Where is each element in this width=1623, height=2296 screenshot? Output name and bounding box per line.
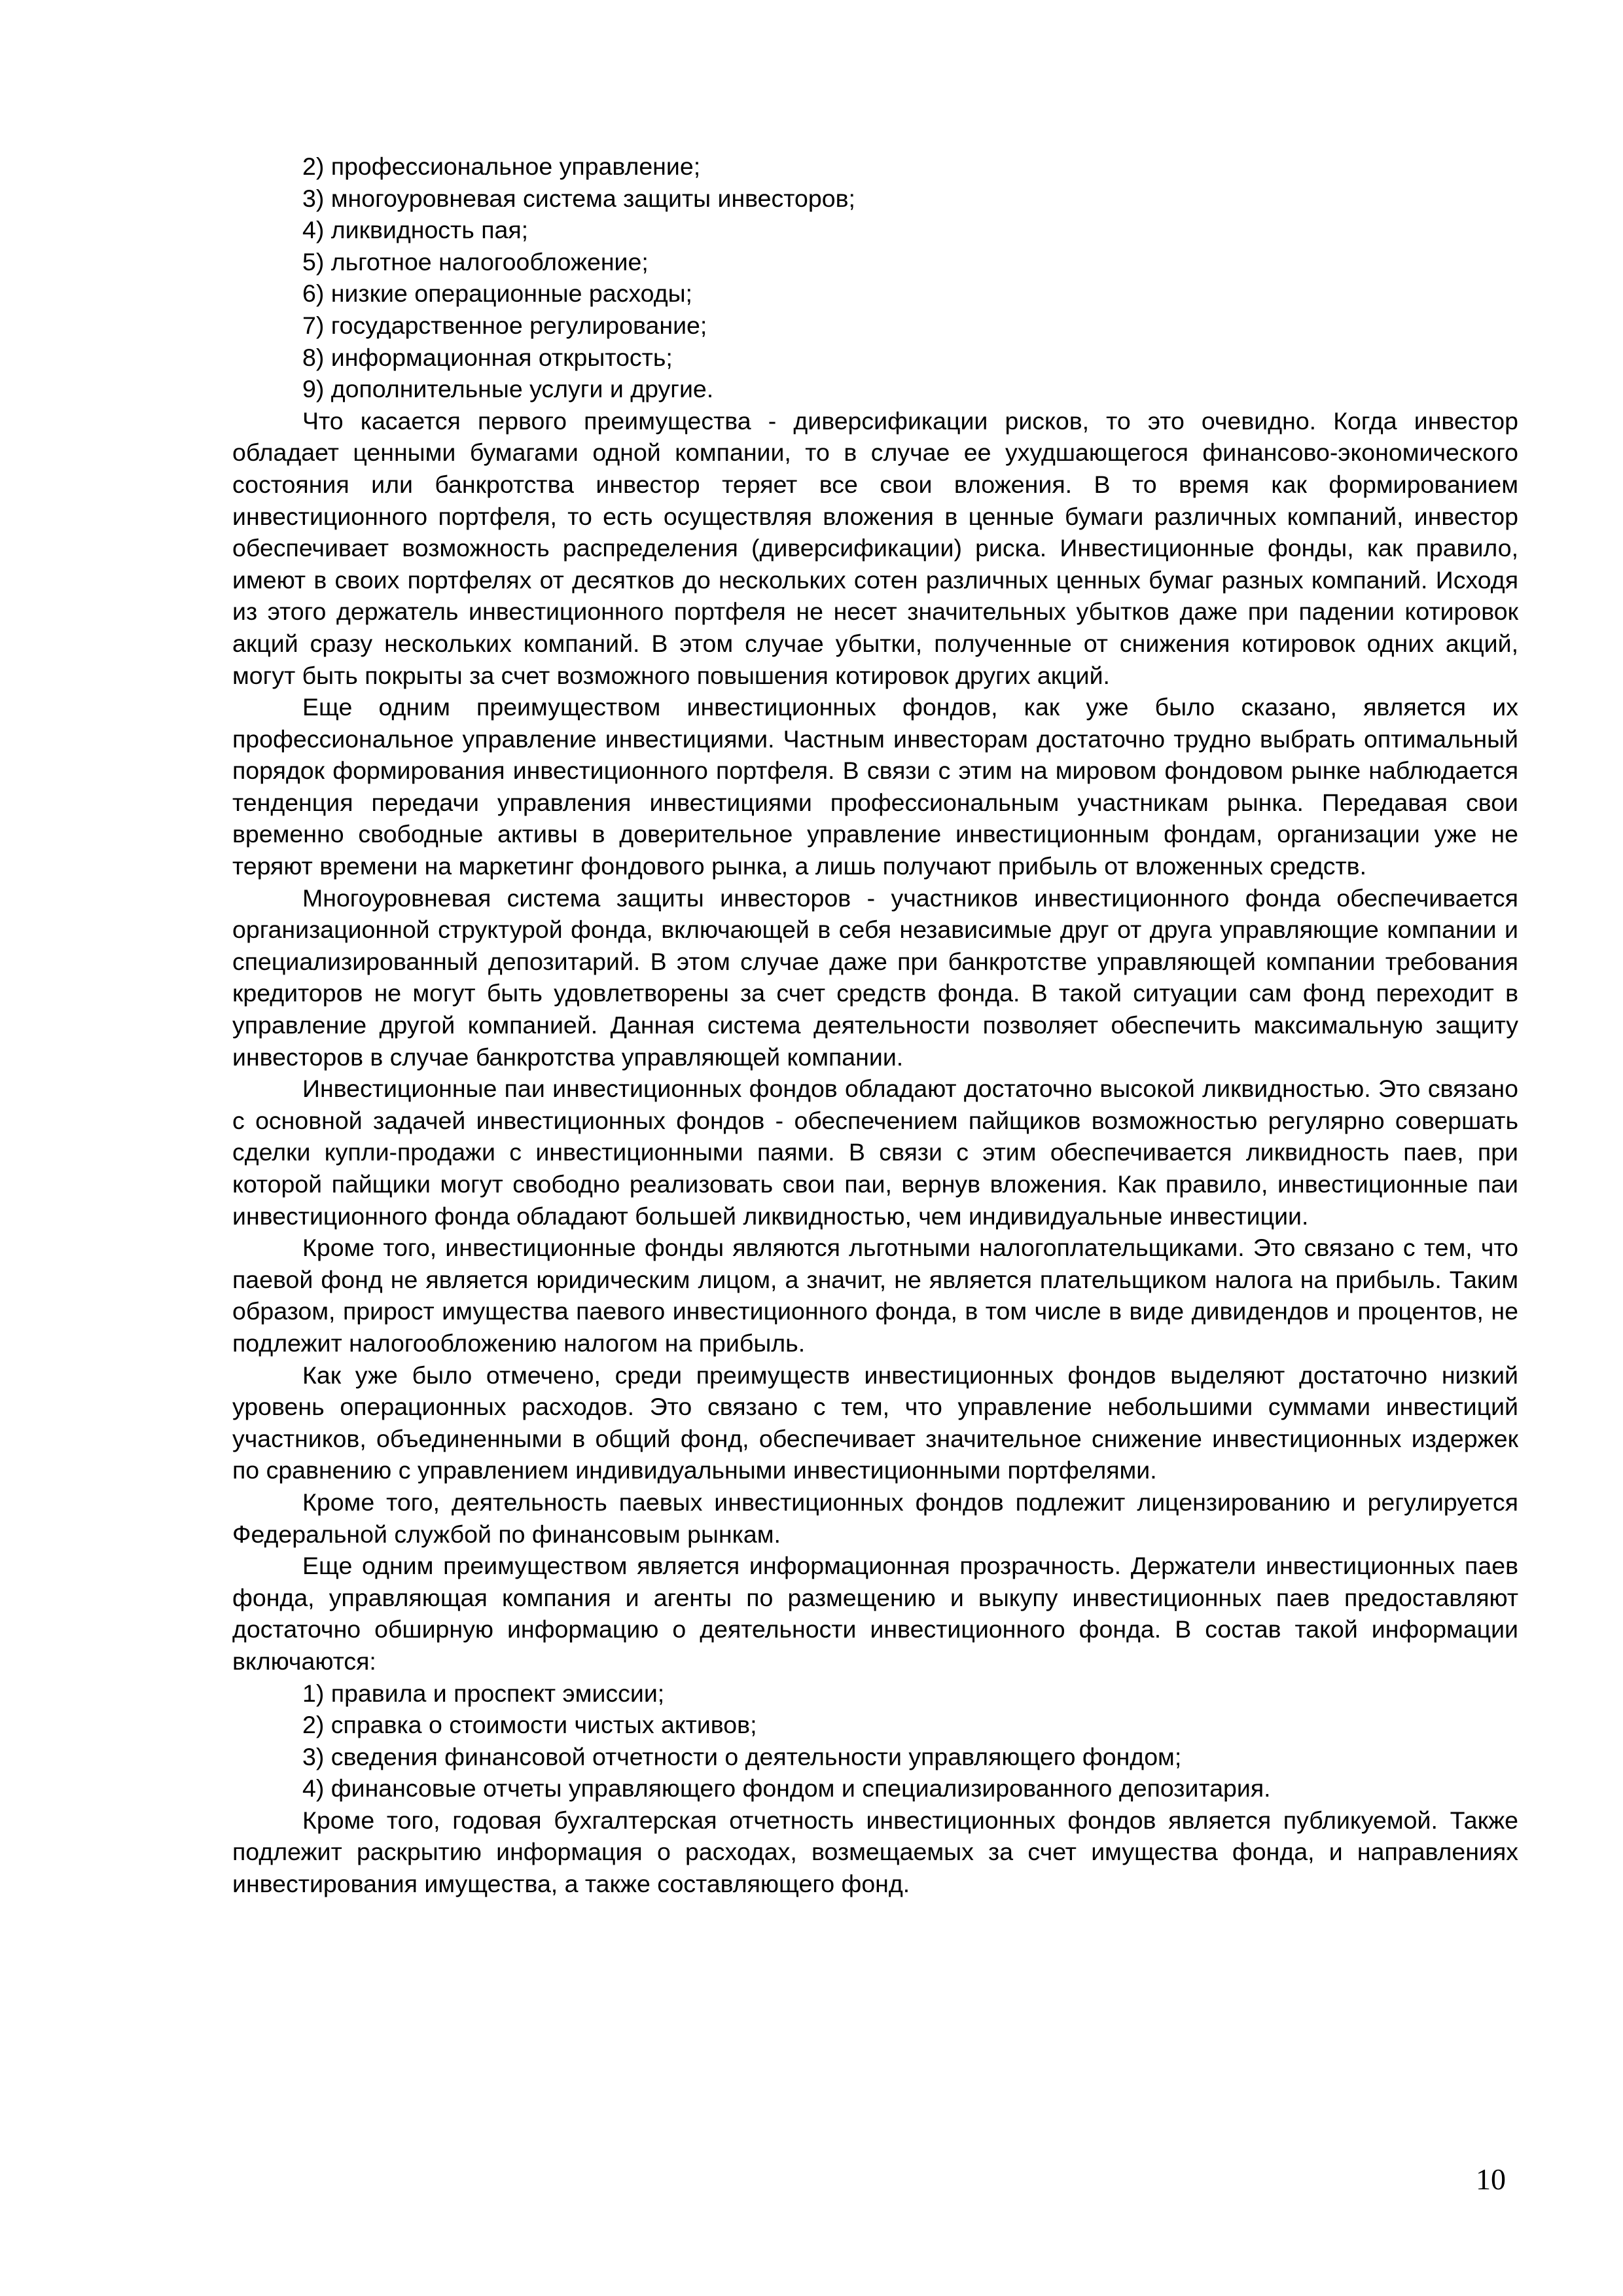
list-item: 7) государственное регулирование; (302, 311, 707, 339)
list-item: 9) дополнительные услуги и другие. (302, 375, 714, 403)
list-item: 2) справка о стоимости чистых активов; (302, 1711, 757, 1739)
page-number: 10 (1476, 2162, 1506, 2196)
list-item: 8) информационная открытость; (302, 343, 673, 371)
list-item: 1) правила и проспект эмиссии; (302, 1679, 665, 1707)
list-item: 3) сведения финансовой отчетности о деятельности управляющего фондом; (302, 1742, 1182, 1770)
paragraph-transparency: Еще одним преимуществом является информационная прозрачность. Держатели инвестиционных паев фонда, управляющая компания и агенты по размещению и выкупу инвестиционных паев предоставляют достаточно обширную информацию о деятельности инвестиционного фонда. В состав такой информации включаются: (232, 1552, 1518, 1675)
list-item: 3) многоуровневая система защиты инвесторов; (302, 184, 855, 212)
page-body (232, 151, 1518, 1900)
list-item: 2) профессиональное управление; (302, 152, 701, 180)
paragraph-liquidity: Инвестиционные паи инвестиционных фондов обладают достаточно высокой ликвидностью. Это связано с основной задачей инвестиционных фондов - обеспечением пайщиков возможностью регулярно совершать сделки купли-продажи с инвестиционными паями. В связи с этим обеспечивается ликвидность паев, при которой пайщики могут свободно реализовать свои паи, вернув вложения. Как правило, инвестиционные паи инвестиционного фонда обладают большей ликвидностью, чем индивидуальные инвестиции. (232, 1075, 1518, 1230)
list-item: 4) финансовые отчеты управляющего фондом и специализированного депозитария. (302, 1774, 1271, 1803)
paragraph-regulation: Кроме того, деятельность паевых инвестиционных фондов подлежит лицензированию и регулируется Федеральной службой по финансовым рынкам. (232, 1488, 1518, 1548)
paragraph-operating-costs: Как уже было отмечено, среди преимуществ инвестиционных фондов выделяют достаточно низкий уровень операционных расходов. Это связано с тем, что управление небольшими суммами инвестиций участников, объединенными в общий фонд, обеспечивает значительное снижение инвестиционных издержек по сравнению с управлением индивидуальными инвестиционными портфелями. (232, 1361, 1518, 1484)
list-item: 4) ликвидность пая; (302, 216, 529, 244)
paragraph-accounting-reports: Кроме того, годовая бухгалтерская отчетность инвестиционных фондов является публикуемой. Также подлежит раскрытию информация о расходах, возмещаемых за счет имущества фонда, и направлениях инвестирования имущества, а также составляющего фонд. (232, 1806, 1518, 1898)
paragraph-tax-benefits: Кроме того, инвестиционные фонды являются льготными налогоплательщиками. Это связано с тем, что паевой фонд не является юридическим лицом, а значит, не является плательщиком налога на прибыль. Таким образом, прирост имущества паевого инвестиционного фонда, в том числе в виде дивидендов и процентов, не подлежит налогообложению налогом на прибыль. (232, 1234, 1518, 1357)
paragraph-investor-protection: Многоуровневая система защиты инвесторов - участников инвестиционного фонда обеспечивается организационной структурой фонда, включающей в себя независимые друг от друга управляющие компании и специализированный депозитарий. В этом случае даже при банкротстве управляющей компании требования кредиторов не могут быть удовлетворены за счет средств фонда. В такой ситуации сам фонд переходит в управление другой компанией. Данная система деятельности позволяет обеспечить максимальную защиту инвесторов в случае банкротства управляющей компании. (232, 884, 1518, 1071)
paragraph-diversification: Что касается первого преимущества - диверсификации рисков, то это очевидно. Когда инвестор обладает ценными бумагами одной компании, то в случае ее ухудшающегося финансово-экономического состояния или банкротства инвестор теряет все свои вложения. В то время как формированием инвестиционного портфеля, то есть осуществляя вложения в ценные бумаги различных компаний, инвестор обеспечивает возможность распределения (диверсификации) риска. Инвестиционные фонды, как правило, имеют в своих портфелях от десятков до нескольких сотен различных ценных бумаг разных компаний. Исходя из этого держатель инвестиционного портфеля не несет значительных убытков даже при падении котировок акций сразу нескольких компаний. В этом случае убытки, полученные от снижения котировок одних акций, могут быть покрыты за счет возможного повышения котировок других акций. (232, 406, 1518, 689)
paragraph-professional-management: Еще одним преимуществом инвестиционных фондов, как уже было сказано, является их профессиональное управление инвестициями. Частным инвесторам достаточно трудно выбрать оптимальный порядок формирования инвестиционного портфеля. В связи с этим на мировом фондовом рынке наблюдается тенденция передачи управления инвестициями профессиональным участникам рынка. Передавая свои временно свободные активы в доверительное управление инвестиционным фондам, организации уже не теряют времени на маркетинг фондового рынка, а лишь получают прибыль от вложенных средств. (232, 693, 1518, 880)
list-item: 6) низкие операционные расходы; (302, 279, 692, 308)
list-item: 5) льготное налогообложение; (302, 247, 649, 276)
